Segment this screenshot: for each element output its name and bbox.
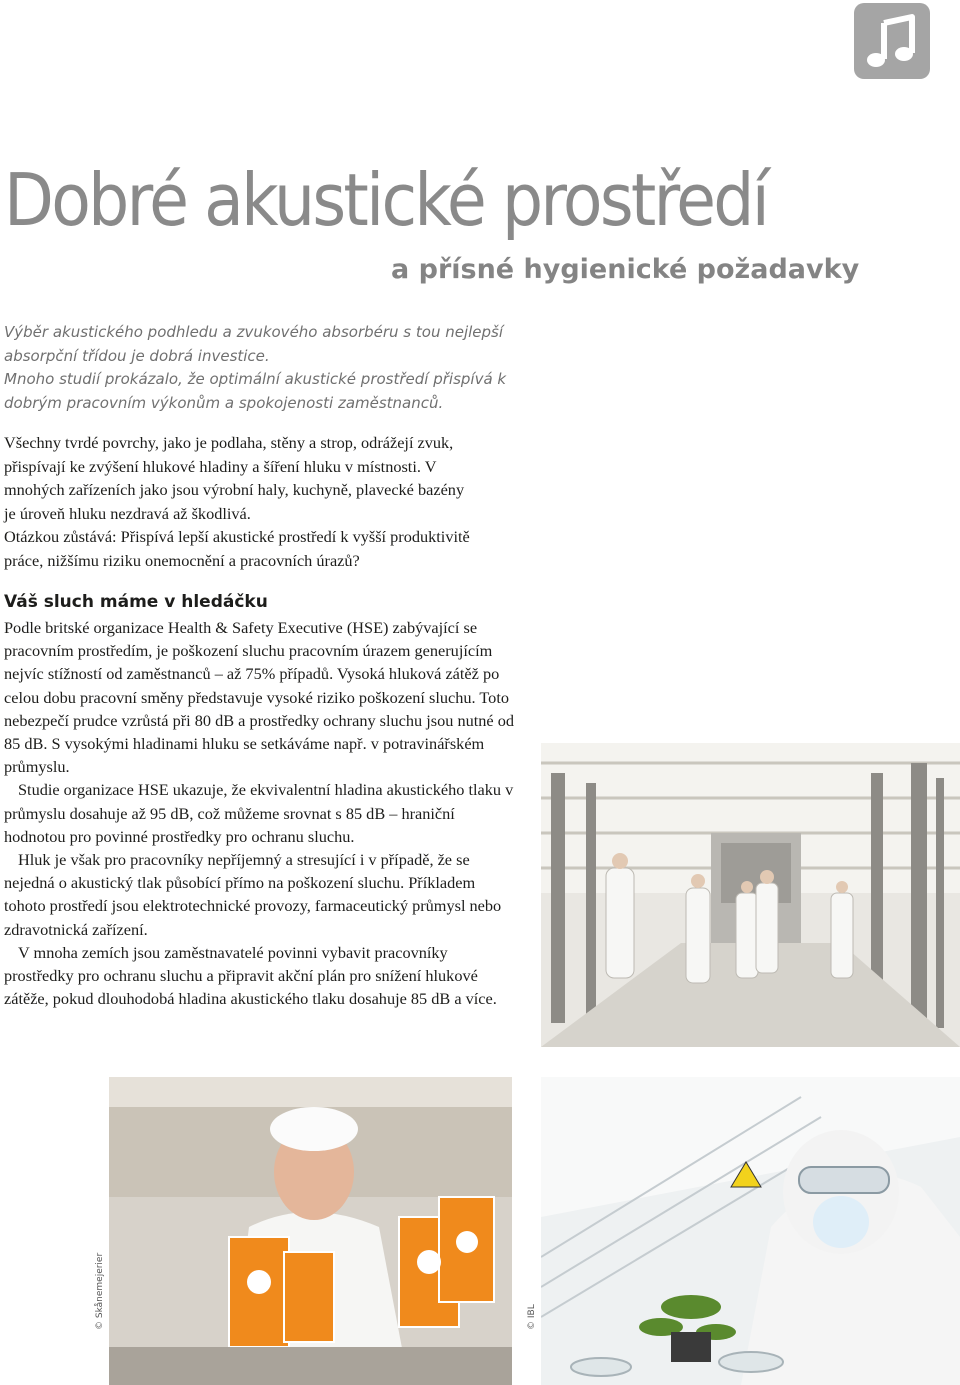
lead-line: mnohých zařízeních jako jsou výrobní haly, kuchyně, plavecké bazény [4, 480, 465, 499]
photo-credit: © IBL [527, 1304, 537, 1330]
body-paragraph: V mnoha zemích jsou zaměstnavatelé povinni vybavit pracovníky prostředky pro ochranu sluchu a připravit akční plán pro snížení hlukové zátěže, pokud dlouhodobá hladina akustického tlaku dosahuje 85 dB a více. [4, 942, 497, 1009]
intro-line: Výběr akustického podhledu a zvukového absorbéru s tou nejlepší [4, 323, 504, 341]
intro-line: absorpční třídou je dobrá investice. [4, 346, 270, 365]
body-paragraph: Hluk je však pro pracovníky nepříjemný a stresující i v případě, že se nejedná o akustický tlak působící přímo na poškození sluchu. Příkladem tohoto prostředí jsou elektrotechnické provozy, farmaceutický průmysl nebo zdravotnická zařízení. [4, 850, 502, 939]
dairy-worker-photo [109, 1077, 512, 1385]
section-heading: Váš sluch máme v hledáčku [4, 592, 268, 612]
intro-line: Mnoho studií prokázalo, že optimální akustické prostředí přispívá k [4, 370, 507, 388]
lead-line: je úroveň hluku nezdravá až škodlivá. [4, 503, 251, 523]
lead-paragraph [4, 431, 519, 572]
lead-line: Všechny tvrdé povrchy, jako je podlaha, stěny a strop, odrážejí zvuk, [4, 433, 454, 452]
body-paragraph: Podle britské organizace Health & Safety Executive (HSE) zabývající se pracovním prostředím, je poškození sluchu pracovním úrazem generujícím nejvíc stížností od zaměstnanců – až 75% případů. Vysoká hluková zátěž po celou dobu pracovní směny představuje vysoké riziko poškození sluchu. Toto nebezpečí prudce vzrůstá při 80 dB a prostředky ochrany sluchu jsou nutné od 85 dB. S vysokými hladinami hluku se setkáváme např. v potravinářském průmyslu. [4, 618, 514, 777]
factory-hall-photo [541, 743, 960, 1047]
lead-line: přispívají ke zvýšení hlukové hladiny a šíření hluku v místnosti. V [4, 456, 437, 476]
lead-line: práce, nižšímu riziku onemocnění a pracovních úrazů? [4, 550, 360, 570]
page-title: Dobré akustické prostředí [4, 158, 768, 242]
page-subtitle: a přísné hygienické požadavky [391, 254, 860, 285]
photo-credit: © Skånemejerier [95, 1252, 105, 1330]
intro-paragraph [4, 321, 524, 415]
intro-line: dobrým pracovním výkonům a spokojenosti zaměstnanců. [4, 393, 444, 412]
laboratory-photo [541, 1077, 960, 1385]
lead-line: Otázkou zůstává: Přispívá lepší akustické prostředí k vyšší produktivitě [4, 527, 470, 546]
body-paragraph: Studie organizace HSE ukazuje, že ekvivalentní hladina akustického tlaku v průmyslu dosahuje až 95 dB, což můžeme srovnat s 85 dB – hraniční hodnotou pro povinné prostředky pro ochranu sluchu. [4, 780, 514, 846]
section-body [4, 616, 519, 1010]
music-note-icon [854, 3, 930, 79]
